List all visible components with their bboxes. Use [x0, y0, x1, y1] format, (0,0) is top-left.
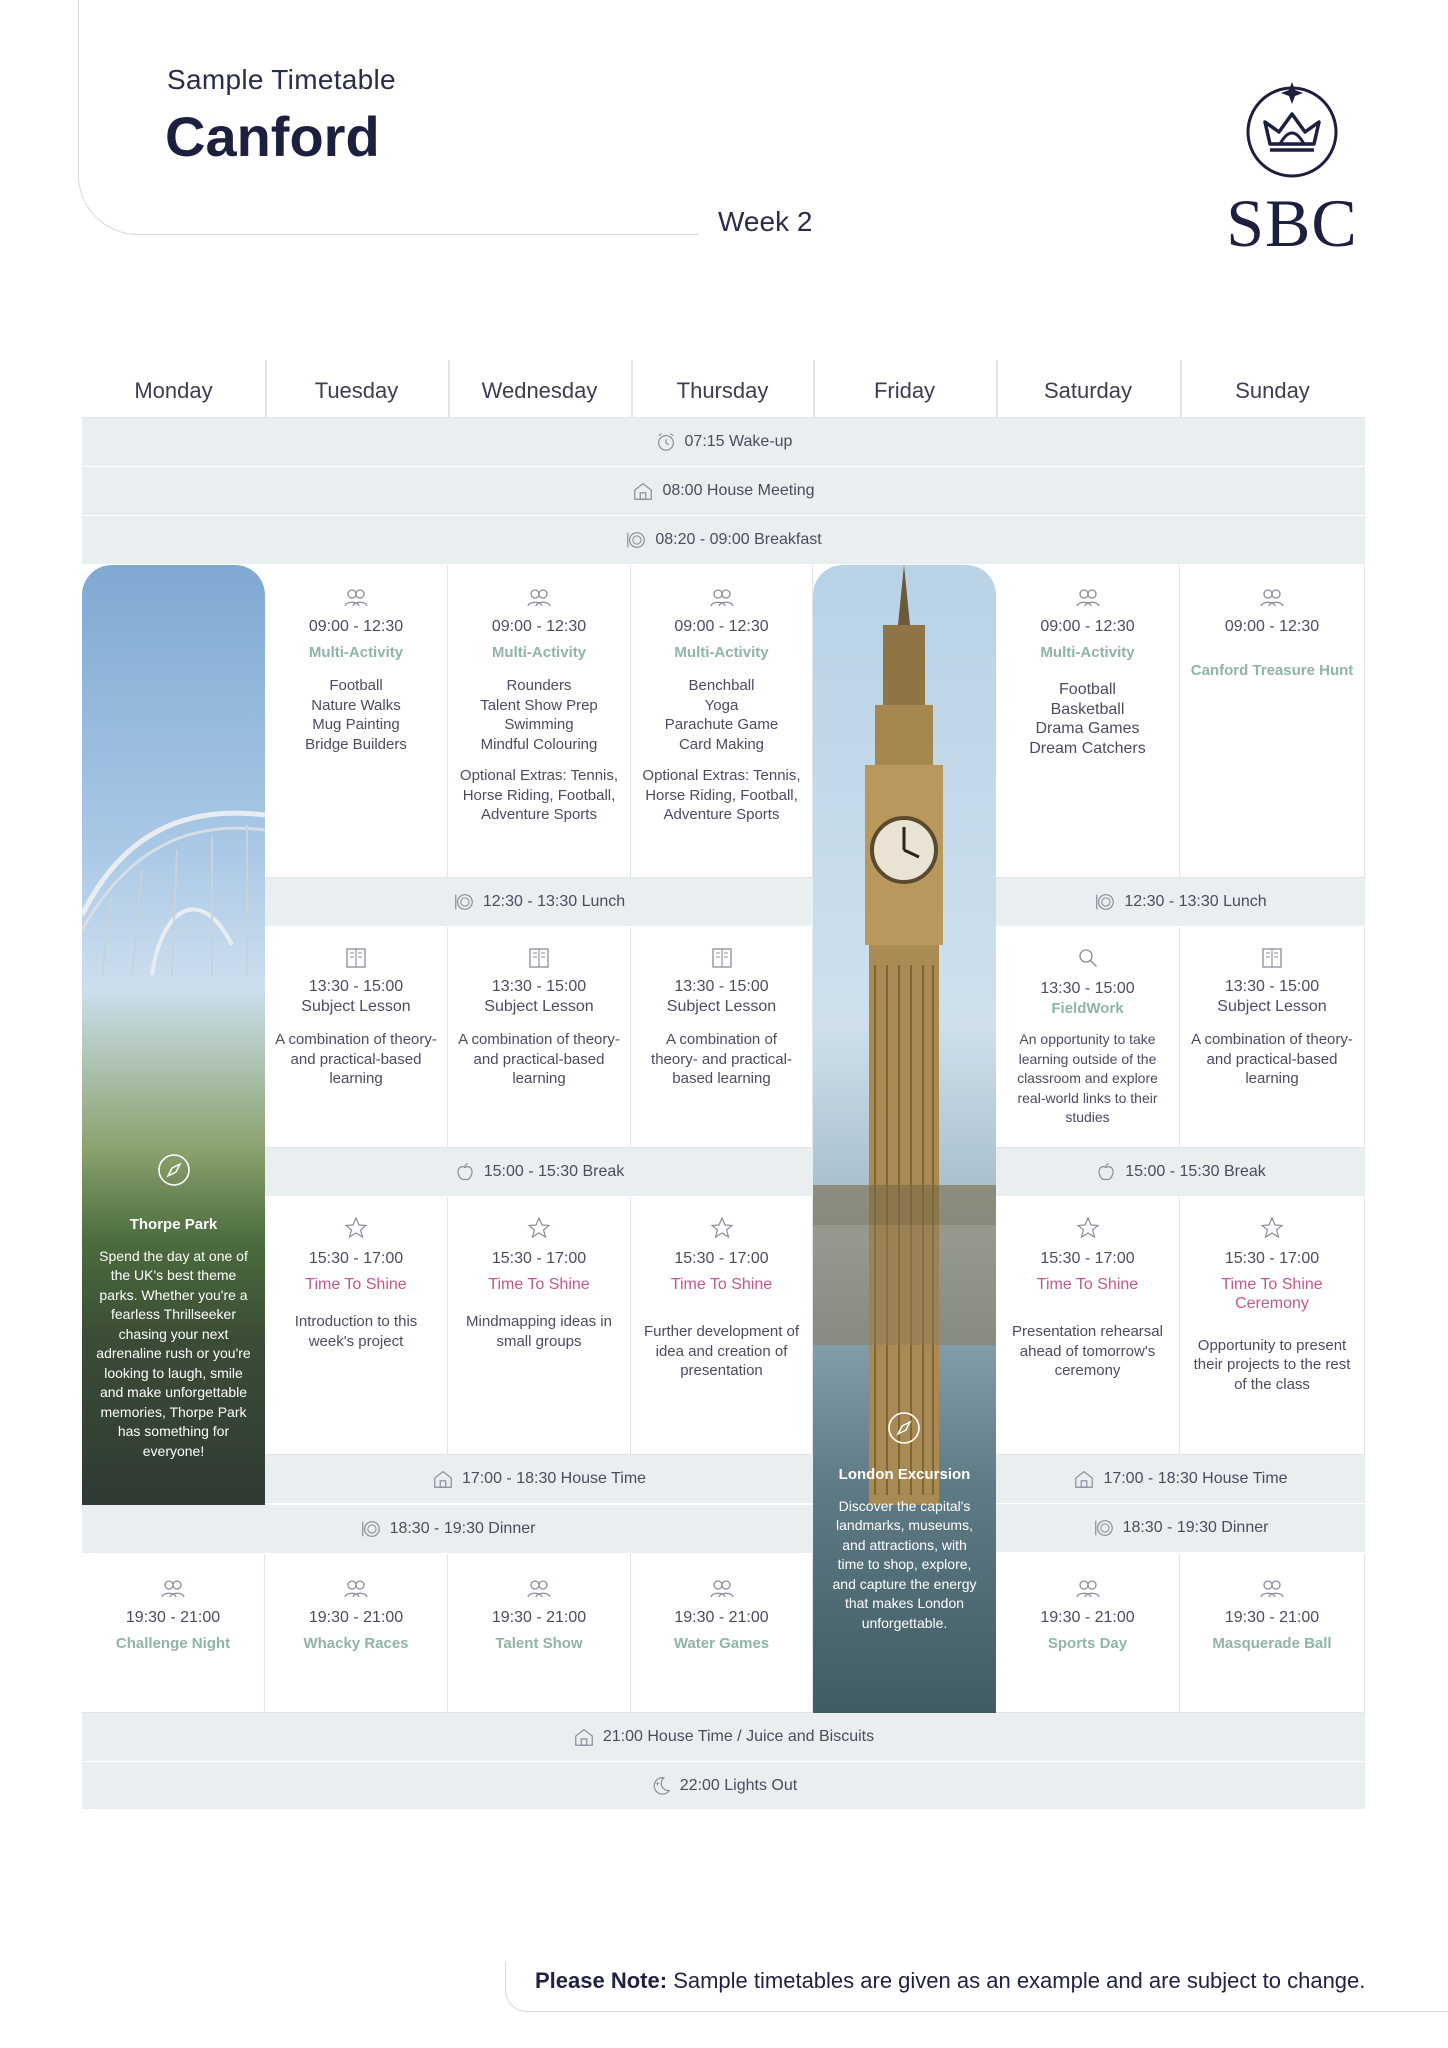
afternoon-time: 13:30 - 15:00	[1224, 978, 1320, 995]
people-icon	[526, 585, 552, 611]
band-dinner-label: 18:30 - 19:30 Dinner	[1122, 1519, 1269, 1536]
afternoon-sunday	[1180, 927, 1365, 1148]
late-time: 15:30 - 17:00	[674, 1250, 769, 1267]
header-divider	[996, 360, 998, 418]
afternoon-desc: An opportunity to take learning outside of the classroom and explore real-world links to their studies	[1017, 1031, 1158, 1125]
afternoon-time: 13:30 - 15:00	[1040, 980, 1135, 997]
band-juice	[82, 1713, 1365, 1762]
thorpe-park-image	[82, 565, 265, 1505]
band-juice-label: 21:00 House Time / Juice and Biscuits	[602, 1728, 875, 1745]
morning-tuesday	[265, 565, 448, 878]
late-title: Time To Shine Ceremony	[1221, 1275, 1323, 1312]
evening-title: Challenge Night	[115, 1634, 231, 1652]
evening-tuesday	[265, 1554, 448, 1713]
afternoon-desc: A combination of theory- and practical-based learning	[275, 1031, 437, 1087]
book-icon	[343, 945, 369, 971]
timetable	[82, 360, 1365, 1815]
band-dinner-label: 18:30 - 19:30 Dinner	[389, 1520, 536, 1537]
house-icon	[632, 480, 654, 502]
late-time: 15:30 - 17:00	[308, 1250, 404, 1267]
band-breakfast-label: 08:20 - 09:00 Breakfast	[655, 531, 822, 548]
house-icon	[432, 1468, 454, 1490]
rollercoaster-icon	[82, 775, 265, 975]
afternoon-desc: A combination of theory- and practical-based learning	[651, 1031, 792, 1087]
afternoon-title: Subject Lesson	[666, 997, 777, 1015]
header-divider	[631, 360, 633, 418]
evening-sunday	[1180, 1554, 1365, 1713]
evening-time: 19:30 - 21:00	[125, 1609, 221, 1626]
band-dinner-left	[82, 1505, 813, 1554]
london-title: London Excursion	[838, 1466, 971, 1483]
header-divider	[448, 360, 450, 418]
plate-icon	[1093, 1517, 1115, 1539]
band-breakfast	[82, 516, 1365, 565]
alarm-clock-icon	[655, 431, 677, 453]
people-icon	[343, 1576, 369, 1602]
people-icon	[1075, 585, 1101, 611]
day-sunday: Sunday	[1180, 360, 1365, 418]
note-label: Please Note:	[535, 1968, 668, 1993]
book-icon	[1259, 945, 1285, 971]
late-saturday	[996, 1197, 1180, 1455]
morning-time: 09:00 - 12:30	[308, 618, 404, 635]
people-icon	[709, 585, 735, 611]
star-icon	[709, 1215, 735, 1241]
people-icon	[1075, 1576, 1101, 1602]
thorpe-park-title: Thorpe Park	[129, 1216, 218, 1233]
evening-title: Sports Day	[1047, 1634, 1128, 1652]
star-icon	[343, 1215, 369, 1241]
evening-time: 19:30 - 21:00	[491, 1609, 587, 1626]
evening-time: 19:30 - 21:00	[1224, 1609, 1320, 1626]
plate-icon	[360, 1518, 382, 1540]
people-icon	[709, 1576, 735, 1602]
late-title: Time To Shine	[488, 1275, 590, 1293]
late-thursday	[631, 1197, 813, 1455]
day-wednesday: Wednesday	[448, 360, 631, 418]
apple-icon	[454, 1161, 476, 1183]
header-divider	[813, 360, 815, 418]
morning-activity: Multi-Activity	[308, 643, 404, 661]
late-desc: Presentation rehearsal ahead of tomorrow's ceremony	[1012, 1323, 1163, 1379]
activity-item: Basketball	[1050, 700, 1125, 718]
morning-sunday	[1180, 565, 1365, 878]
band-lights-out	[82, 1762, 1365, 1810]
late-time: 15:30 - 17:00	[1040, 1250, 1135, 1267]
activity-item: Benchball	[688, 677, 755, 694]
afternoon-time: 13:30 - 15:00	[491, 978, 587, 995]
afternoon-thursday	[631, 927, 813, 1148]
page-subtitle: Sample Timetable	[167, 64, 396, 95]
afternoon-desc: A combination of theory- and practical-based learning	[1191, 1031, 1353, 1087]
activity-item: Nature Walks	[311, 696, 401, 714]
day-monday: Monday	[82, 360, 265, 418]
late-desc: Further development of idea and creation of presentation	[643, 1323, 800, 1379]
band-house-meeting-label: 08:00 House Meeting	[662, 482, 815, 499]
evening-thursday	[631, 1554, 813, 1713]
band-lights-out-label: 22:00 Lights Out	[679, 1776, 798, 1794]
people-icon	[160, 1576, 186, 1602]
star-icon	[526, 1215, 552, 1241]
afternoon-saturday	[996, 927, 1180, 1148]
band-break-label: 15:00 - 15:30 Break	[1125, 1163, 1266, 1180]
band-dinner-right	[996, 1504, 1365, 1553]
activity-item: Yoga	[704, 696, 739, 714]
note	[535, 1968, 1365, 1994]
morning-activity: Canford Treasure Hunt	[1190, 661, 1354, 679]
activity-item: Football	[1059, 681, 1116, 698]
morning-saturday	[996, 565, 1180, 878]
evening-time: 19:30 - 21:00	[308, 1609, 404, 1626]
band-lunch-label: 12:30 - 13:30 Lunch	[1124, 893, 1267, 910]
morning-wednesday	[448, 565, 631, 878]
london-desc: Discover the capital's landmarks, museums, and attractions, with time to shop, explore, and capture the energy that makes London unforgettable.	[832, 1497, 977, 1631]
afternoon-title: Subject Lesson	[1217, 997, 1327, 1015]
late-wednesday	[448, 1197, 631, 1455]
evening-title: Water Games	[673, 1634, 770, 1652]
house-icon	[1073, 1468, 1095, 1490]
band-house-time-label: 17:00 - 18:30 House Time	[1103, 1470, 1288, 1487]
day-tuesday: Tuesday	[265, 360, 448, 418]
band-house-time-label: 17:00 - 18:30 House Time	[461, 1470, 647, 1487]
activity-item: Card Making	[678, 735, 765, 753]
evening-title: Whacky Races	[303, 1634, 409, 1652]
afternoon-title: FieldWork	[1051, 999, 1124, 1017]
band-break-right	[996, 1148, 1365, 1197]
page-title: Canford	[165, 105, 380, 168]
optional-extras: Optional Extras: Tennis, Horse Riding, Football, Adventure Sports	[642, 767, 801, 823]
activity-item: Dream Catchers	[1029, 739, 1146, 757]
evening-wednesday	[448, 1554, 631, 1713]
evening-monday	[82, 1554, 265, 1713]
late-time: 15:30 - 17:00	[491, 1250, 587, 1267]
note-text: Sample timetables are given as an example and are subject to change.	[673, 1968, 1366, 1993]
activity-item: Football	[329, 677, 383, 694]
evening-saturday	[996, 1554, 1180, 1713]
day-friday: Friday	[813, 360, 996, 418]
late-tuesday	[265, 1197, 448, 1455]
late-title: Time To Shine	[1036, 1275, 1139, 1293]
moon-icon	[650, 1775, 672, 1797]
morning-thursday	[631, 565, 813, 878]
header-divider	[1180, 360, 1182, 418]
band-lunch-label: 12:30 - 13:30 Lunch	[482, 893, 626, 910]
activity-item: Mindful Colouring	[480, 735, 598, 753]
late-title: Time To Shine	[305, 1275, 407, 1293]
book-icon	[526, 945, 552, 971]
day-thursday: Thursday	[631, 360, 814, 418]
header-divider	[265, 360, 267, 418]
london-image	[813, 565, 996, 1713]
morning-activity: Multi-Activity	[1040, 643, 1135, 661]
band-house-meeting	[82, 467, 1365, 516]
late-desc: Introduction to this week's project	[294, 1313, 418, 1350]
plate-icon	[453, 891, 475, 913]
evening-title: Talent Show	[495, 1634, 583, 1652]
afternoon-time: 13:30 - 15:00	[674, 978, 769, 995]
band-break-left	[265, 1148, 813, 1197]
afternoon-title: Subject Lesson	[484, 997, 594, 1015]
band-break-label: 15:00 - 15:30 Break	[483, 1163, 625, 1180]
morning-activity: Multi-Activity	[491, 643, 587, 661]
afternoon-tuesday	[265, 927, 448, 1148]
band-lunch-right	[996, 878, 1365, 927]
day-saturday: Saturday	[996, 360, 1180, 418]
activity-item: Rounders	[506, 677, 572, 694]
morning-time: 09:00 - 12:30	[491, 618, 587, 635]
book-icon	[709, 945, 735, 971]
band-house-time-left	[265, 1455, 813, 1504]
late-sunday	[1180, 1197, 1365, 1455]
morning-time: 09:00 - 12:30	[674, 618, 769, 635]
magnifier-icon	[1075, 945, 1101, 971]
late-title: Time To Shine	[670, 1275, 773, 1293]
thorpe-park-desc: Spend the day at one of the UK's best theme parks. Whether you're a fearless Thrillseeker chasing your next adrenaline rush or you're looking to laugh, smile and make unforgettable memories, Thorpe Park has something for everyone!	[96, 1247, 251, 1459]
afternoon-desc: A combination of theory- and practical-based learning	[458, 1031, 620, 1087]
evening-time: 19:30 - 21:00	[1040, 1609, 1135, 1626]
compass-icon	[156, 1152, 192, 1188]
activity-item: Drama Games	[1035, 720, 1140, 737]
people-icon	[1259, 585, 1285, 611]
late-time: 15:30 - 17:00	[1224, 1250, 1320, 1267]
afternoon-wednesday	[448, 927, 631, 1148]
morning-time: 09:00 - 12:30	[1040, 618, 1135, 635]
people-icon	[343, 585, 369, 611]
morning-time: 09:00 - 12:30	[1224, 618, 1320, 635]
afternoon-time: 13:30 - 15:00	[308, 978, 404, 995]
activity-item: Swimming	[504, 716, 574, 733]
band-lunch-left	[265, 878, 813, 927]
logo-text: SBC	[1226, 185, 1358, 261]
people-icon	[1259, 1576, 1285, 1602]
band-wake-label: 07:15 Wake-up	[684, 433, 793, 450]
band-house-time-right	[996, 1455, 1365, 1504]
afternoon-title: Subject Lesson	[301, 997, 411, 1015]
activity-item: Mug Painting	[312, 716, 400, 733]
optional-extras: Optional Extras: Tennis, Horse Riding, Football, Adventure Sports	[459, 767, 619, 823]
band-wake	[82, 418, 1365, 467]
evening-time: 19:30 - 21:00	[674, 1609, 769, 1626]
activity-item: Talent Show Prep	[480, 696, 598, 714]
apple-icon	[1095, 1161, 1117, 1183]
late-desc: Mindmapping ideas in small groups	[466, 1313, 612, 1350]
people-icon	[526, 1576, 552, 1602]
activity-item: Bridge Builders	[305, 735, 407, 753]
compass-icon	[886, 1410, 922, 1446]
activity-item: Parachute Game	[664, 716, 779, 733]
house-icon	[573, 1726, 595, 1748]
star-icon	[1259, 1215, 1285, 1241]
star-icon	[1075, 1215, 1101, 1241]
week-label: Week 2	[718, 206, 813, 237]
plate-icon	[1094, 891, 1116, 913]
morning-activity: Multi-Activity	[674, 643, 769, 661]
late-desc: Opportunity to present their projects to the rest of the class	[1193, 1336, 1351, 1393]
evening-title: Masquerade Ball	[1212, 1634, 1332, 1652]
plate-icon	[625, 529, 647, 551]
